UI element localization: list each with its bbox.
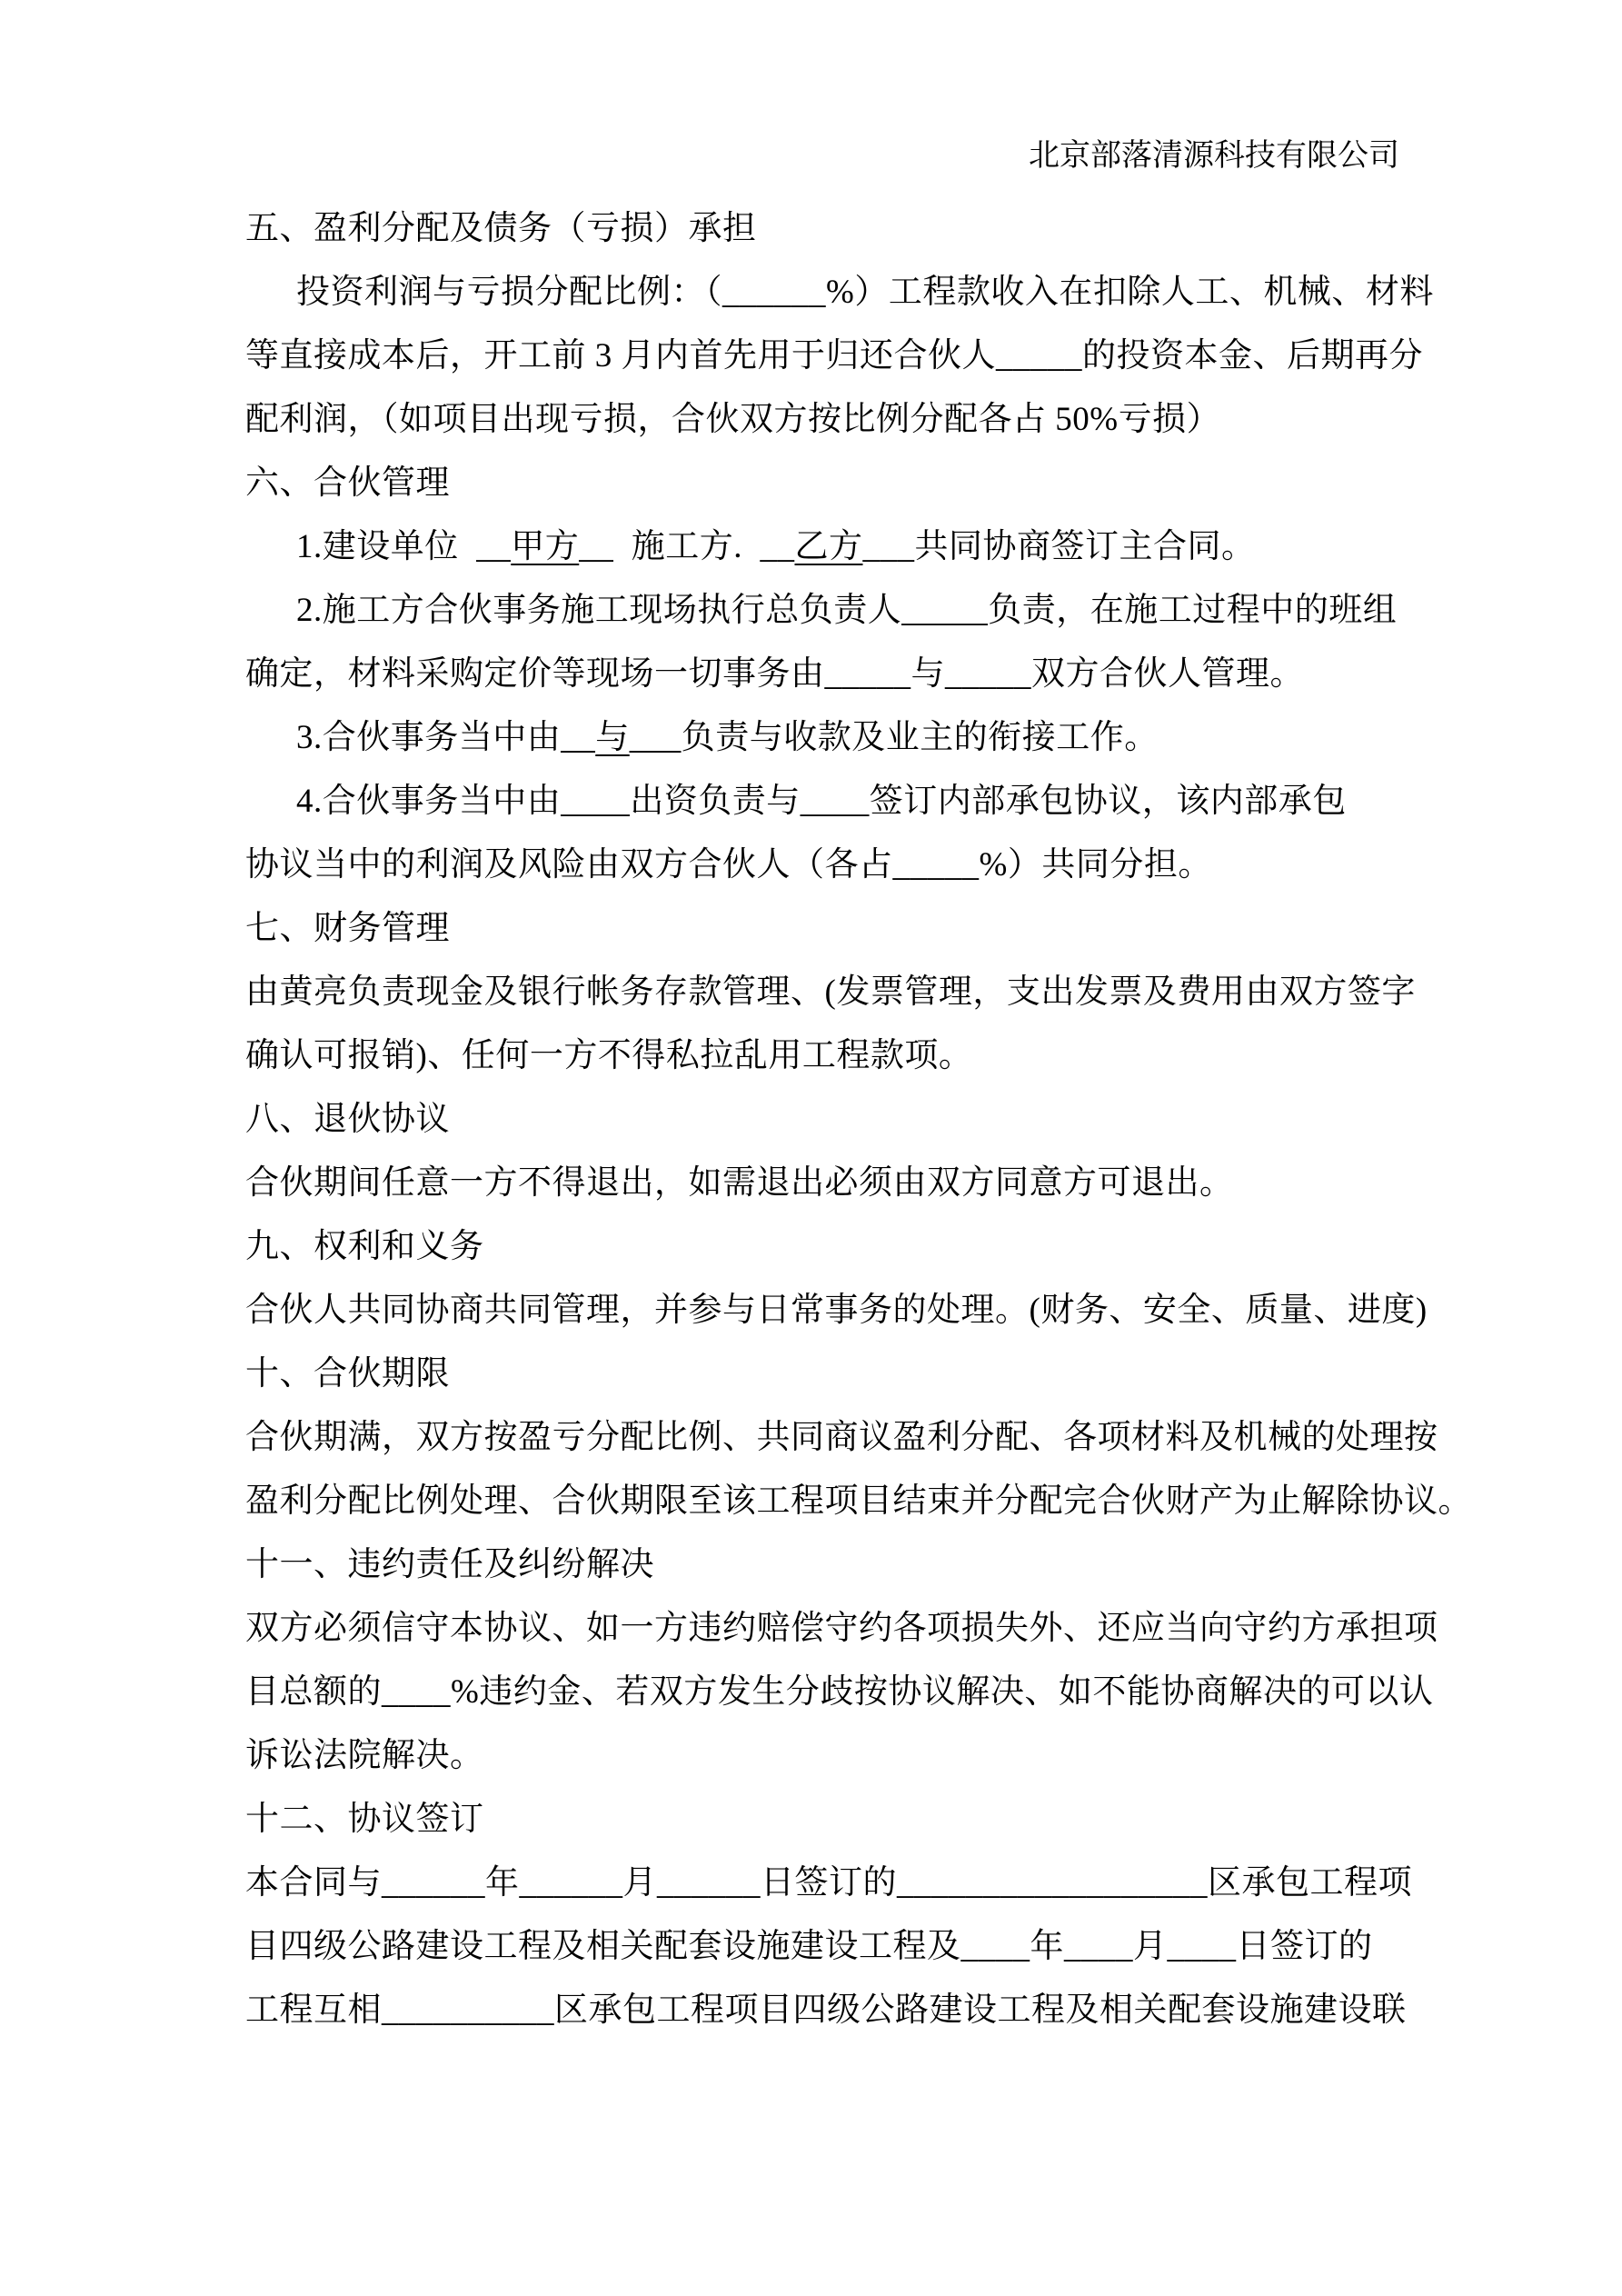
document-line: [245, 1979, 1518, 2042]
text-segment: 确定，材料采购定价等现场一切事务由_____与_____双方合伙人管理。: [245, 655, 1304, 693]
document-line: [245, 770, 1518, 834]
document-line: [245, 1024, 1518, 1088]
text-segment: 双方必须信守本协议、如一方违约赔偿守约各项损失外、还应当向守约方承担项: [245, 1610, 1438, 1647]
document-body: [245, 197, 1518, 2042]
document-line: [245, 1852, 1518, 1915]
underlined-text-segment: 乙方: [794, 528, 863, 565]
text-segment: 施工方.: [613, 528, 761, 565]
text-segment: 1.建设单位: [296, 528, 477, 565]
document-line: [245, 579, 1518, 643]
underlined-text-segment: 甲方: [511, 528, 580, 565]
text-segment: 八、退伙协议: [245, 1101, 450, 1138]
text-segment: 工程互相__________区承包工程项目四级公路建设工程及相关配套设施建设联: [245, 1992, 1407, 2029]
document-line: [245, 1343, 1518, 1406]
document-line: [245, 388, 1518, 452]
text-segment: 由黄亮负责现金及银行帐务存款管理、(发票管理，支出发票及费用由双方签字: [245, 973, 1416, 1011]
document-line: [245, 1661, 1518, 1724]
document-line: [245, 1215, 1518, 1279]
document-line: [245, 1279, 1518, 1343]
document-line: [245, 1088, 1518, 1152]
text-segment: 六、合伙管理: [245, 464, 450, 502]
document-line: [245, 324, 1518, 388]
text-segment: 确认可报销)、任何一方不得私拉乱用工程款项。: [245, 1037, 973, 1074]
document-line: [245, 1597, 1518, 1661]
document-line: [245, 1724, 1518, 1788]
text-segment: 等直接成本后，开工前 3 月内首先用于归还合伙人_____的投资本金、后期再分: [245, 337, 1423, 374]
text-segment: 配利润，（如项目出现亏损，合伙双方按比例分配各占 50%亏损）: [245, 401, 1221, 438]
text-segment: 盈利分配比例处理、合伙期限至该工程项目结束并分配完合伙财产为止解除协议。: [245, 1482, 1472, 1520]
document-line: [245, 1470, 1518, 1533]
text-segment: __: [561, 719, 596, 756]
text-segment: 共同协商签订主合同。: [914, 528, 1256, 565]
company-header: 北京部落清源科技有限公司: [1029, 139, 1399, 173]
document-line: [245, 643, 1518, 706]
document-line: [245, 261, 1518, 324]
document-line: [245, 1152, 1518, 1215]
underlined-text-segment: 与: [595, 719, 630, 756]
text-segment: 目四级公路建设工程及相关配套设施建设工程及____年____月____日签订的: [245, 1928, 1373, 1965]
text-segment: 五、盈利分配及债务（亏损）承担: [245, 210, 757, 247]
document-line: [245, 897, 1518, 961]
text-segment: 十、合伙期限: [245, 1355, 450, 1393]
text-segment: 3.合伙事务当中由: [296, 719, 562, 756]
document-line: [245, 706, 1518, 770]
text-segment: 十二、协议签订: [245, 1801, 484, 1838]
document-line: [245, 452, 1518, 515]
text-segment: ___: [862, 528, 915, 565]
document-line: [245, 1406, 1518, 1470]
text-segment: __: [760, 528, 795, 565]
document-line: [245, 1533, 1518, 1597]
text-segment: 4.合伙事务当中由____出资负责与____签订内部承包协议，该内部承包: [296, 783, 1347, 820]
document-line: [245, 1915, 1518, 1979]
text-segment: 诉讼法院解决。: [245, 1737, 484, 1774]
text-segment: 合伙期间任意一方不得退出，如需退出必须由双方同意方可退出。: [245, 1164, 1234, 1202]
document-line: [245, 1788, 1518, 1852]
text-segment: __: [476, 528, 512, 565]
text-segment: 2.施工方合伙事务施工现场执行总负责人_____负责，在施工过程中的班组: [296, 592, 1398, 629]
text-segment: 七、财务管理: [245, 910, 450, 947]
document-line: [245, 834, 1518, 897]
document-line: [245, 515, 1518, 579]
text-segment: ___: [629, 719, 682, 756]
text-segment: 本合同与______年______月______日签订的__________________区承包工程项: [245, 1864, 1412, 1902]
text-segment: 十一、违约责任及纠纷解决: [245, 1546, 654, 1583]
document-line: [245, 197, 1518, 261]
text-segment: 合伙人共同协商共同管理，并参与日常事务的处理。(财务、安全、质量、进度): [245, 1292, 1428, 1329]
text-segment: __: [579, 528, 614, 565]
text-segment: 投资利润与亏损分配比例：（______%）工程款收入在扣除人工、机械、材料: [296, 274, 1434, 311]
text-segment: 协议当中的利润及风险由双方合伙人（各占_____%）共同分担。: [245, 846, 1212, 883]
document-line: [245, 961, 1518, 1024]
text-segment: 合伙期满，双方按盈亏分配比例、共同商议盈利分配、各项材料及机械的处理按: [245, 1419, 1438, 1456]
text-segment: 九、权利和义务: [245, 1228, 484, 1265]
text-segment: 目总额的____%违约金、若双方发生分歧按协议解决、如不能协商解决的可以认: [245, 1673, 1434, 1711]
text-segment: 负责与收款及业主的衔接工作。: [681, 719, 1159, 756]
